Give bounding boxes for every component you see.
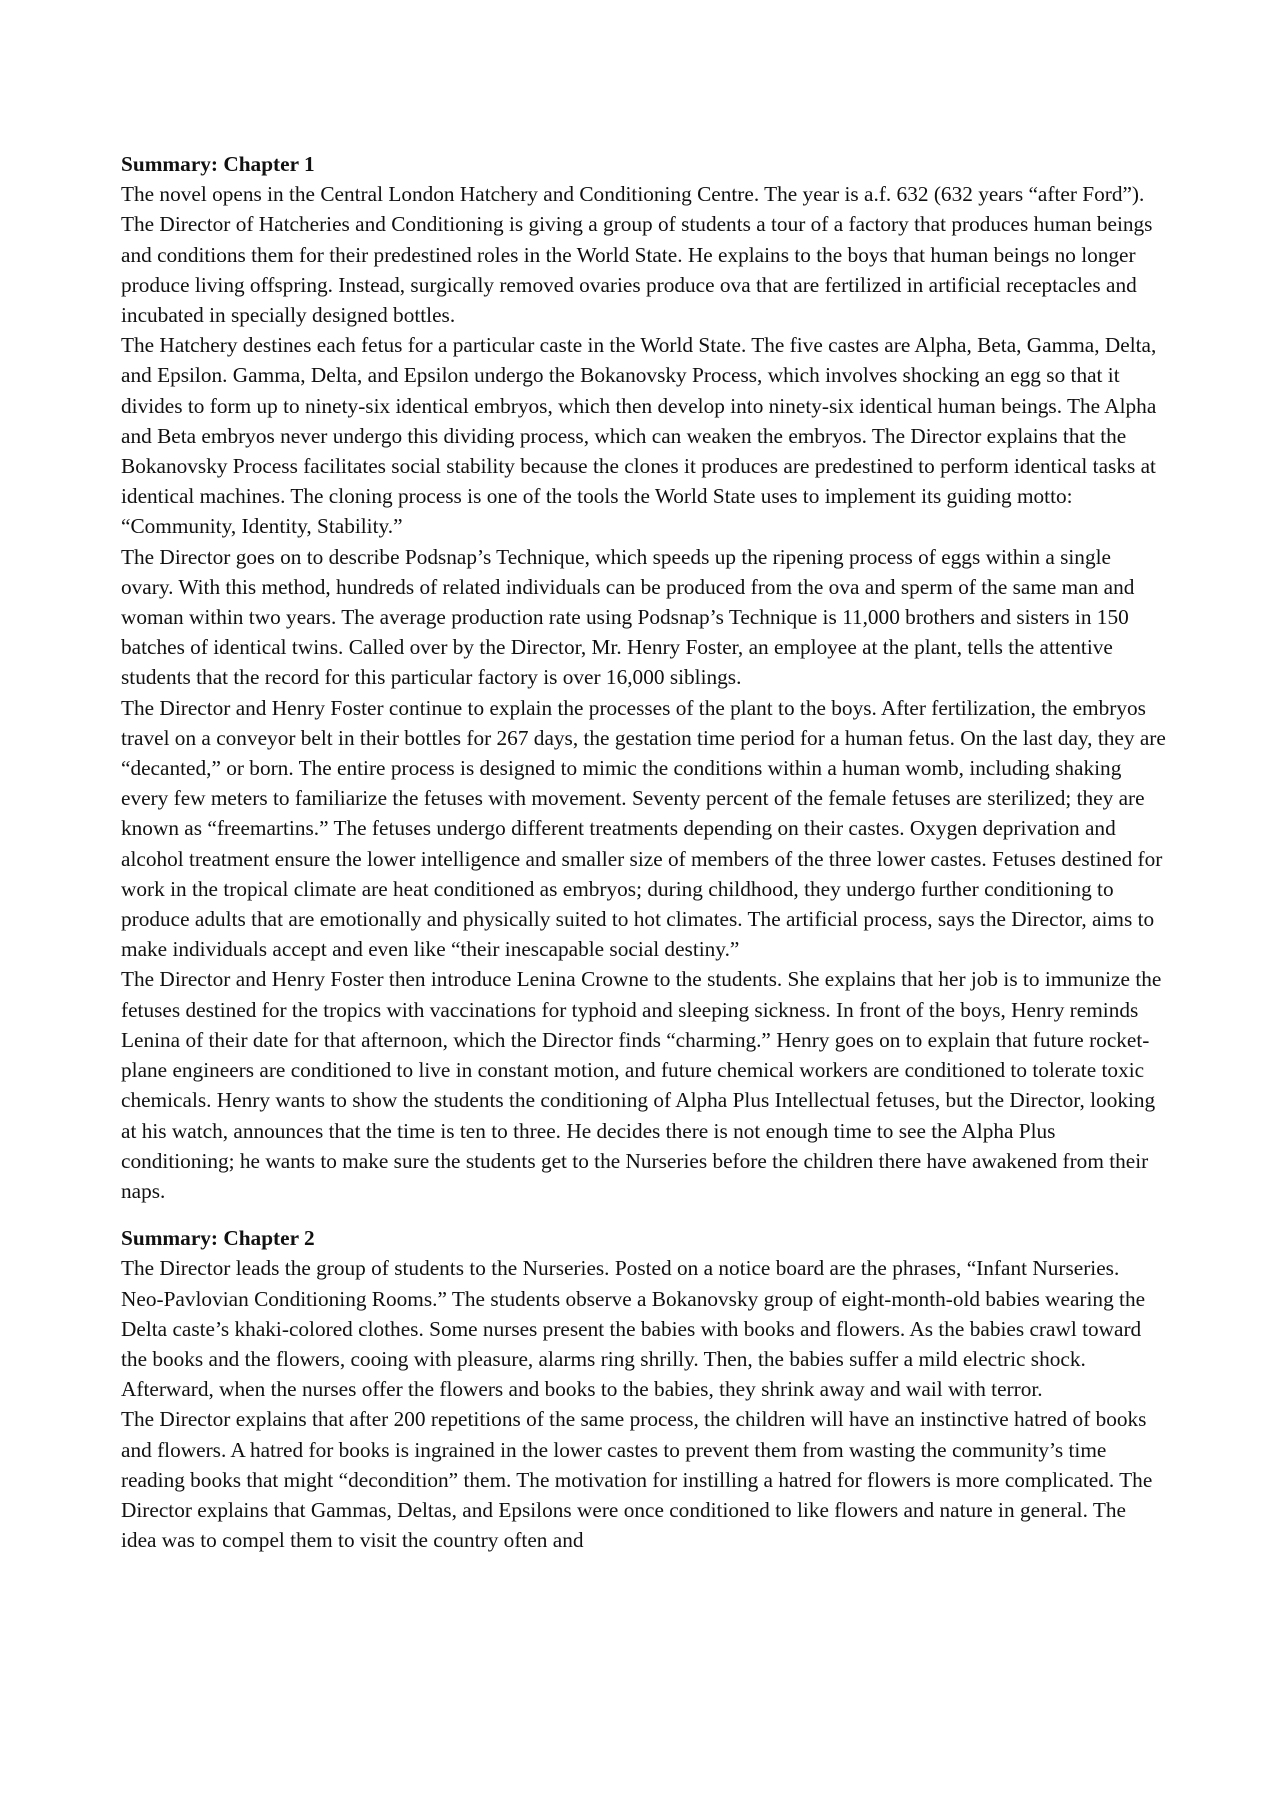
chapter-1-paragraph-2: The Hatchery destines each fetus for a particular caste in the World State. The five castes are Alpha, Beta, Gamma, Delta, and Epsilon. Gamma, Delta, and Epsilon undergo the Bokanovsky Process, which involves shocking an egg so that it divides to form up to ninety-six identical embryos, which then develop into ninety-six identical human beings. The Alpha and Beta embryos never undergo this dividing process, which can weaken the embryos. The Director explains that the Bokanovsky Process facilitates social stability because the clones it produces are predestined to perform identical tasks at identical machines. The cloning process is one of the tools the World State uses to implement its guiding motto: “Community, Identity, Stability.” — [121, 333, 1157, 539]
chapter-2-section — [121, 1223, 1166, 1555]
chapter-1-paragraph-3: The Director goes on to describe Podsnap’s Technique, which speeds up the ripening process of eggs within a single ovary. With this method, hundreds of related individuals can be produced from the ova and sperm of the same man and woman within two years. The average production rate using Podsnap’s Technique is 11,000 brothers and sisters in 150 batches of identical twins. Called over by the Director, Mr. Henry Foster, an employee at the plant, tells the attentive students that the record for this particular factory is over 16,000 siblings. — [121, 544, 1135, 690]
chapter-1-paragraph-4: The Director and Henry Foster continue to explain the processes of the plant to the boys. After fertilization, the embryos travel on a conveyor belt in their bottles for 267 days, the gestation time period for a human fetus. On the last day, they are “decanted,” or born. The entire process is designed to mimic the conditions within a human womb, including shaking every few meters to familiarize the fetuses with movement. Seventy percent of the female fetuses are sterilized; they are known as “freemartins.” The fetuses undergo different treatments depending on their castes. Oxygen deprivation and alcohol treatment ensure the lower intelligence and smaller size of members of the three lower castes. Fetuses destined for work in the tropical climate are heat conditioned as embryos; during childhood, they undergo further conditioning to produce adults that are emotionally and physically suited to hot climates. The artificial process, says the Director, aims to make individuals accept and even like “their inescapable social destiny.” — [121, 695, 1166, 962]
chapter-2-paragraph-1: The Director leads the group of students to the Nurseries. Posted on a notice board are the phrases, “Infant Nurseries. Neo-Pavlovian Conditioning Rooms.” The students observe a Bokanovsky group of eight-month-old babies wearing the Delta caste’s khaki-colored clothes. Some nurses present the babies with books and flowers. As the babies crawl toward the books and the flowers, cooing with pleasure, alarms ring shrilly. Then, the babies suffer a mild electric shock. Afterward, when the nurses offer the flowers and books to the babies, they shrink away and wail with terror. — [121, 1256, 1146, 1402]
chapter-2-paragraph-2: The Director explains that after 200 repetitions of the same process, the children will have an instinctive hatred of books and flowers. A hatred for books is ingrained in the lower castes to prevent them from wasting the community’s time reading books that might “decondition” them. The motivation for instilling a hatred for flowers is more complicated. The Director explains that Gammas, Deltas, and Epsilons were once conditioned to like flowers and nature in general. The idea was to compel them to visit the country often and — [121, 1407, 1153, 1553]
chapter-2-heading: Summary: Chapter 2 — [121, 1226, 315, 1251]
document-page — [121, 149, 1166, 1555]
chapter-1-paragraph-5: The Director and Henry Foster then introduce Lenina Crowne to the students. She explains that her job is to immunize the fetuses destined for the tropics with vaccinations for typhoid and sleeping sickness. In front of the boys, Henry reminds Lenina of their date for that afternoon, which the Director finds “charming.” Henry goes on to explain that future rocket-plane engineers are conditioned to live in constant motion, and future chemical workers are conditioned to tolerate toxic chemicals. Henry wants to show the students the conditioning of Alpha Plus Intellectual fetuses, but the Director, looking at his watch, announces that the time is ten to three. He decides there is not enough time to see the Alpha Plus conditioning; he wants to make sure the students get to the Nurseries before the children there have awakened from their naps. — [121, 967, 1162, 1203]
chapter-1-section — [121, 149, 1166, 1206]
chapter-1-paragraph-1: The novel opens in the Central London Hatchery and Conditioning Centre. The year is a.f. 632 (632 years “after Ford”). The Director of Hatcheries and Conditioning is giving a group of students a tour of a factory that produces human beings and conditions them for their predestined roles in the World State. He explains to the boys that human beings no longer produce living offspring. Instead, surgically removed ovaries produce ova that are fertilized in artificial receptacles and incubated in specially designed bottles. — [121, 182, 1153, 328]
chapter-1-heading: Summary: Chapter 1 — [121, 152, 315, 176]
